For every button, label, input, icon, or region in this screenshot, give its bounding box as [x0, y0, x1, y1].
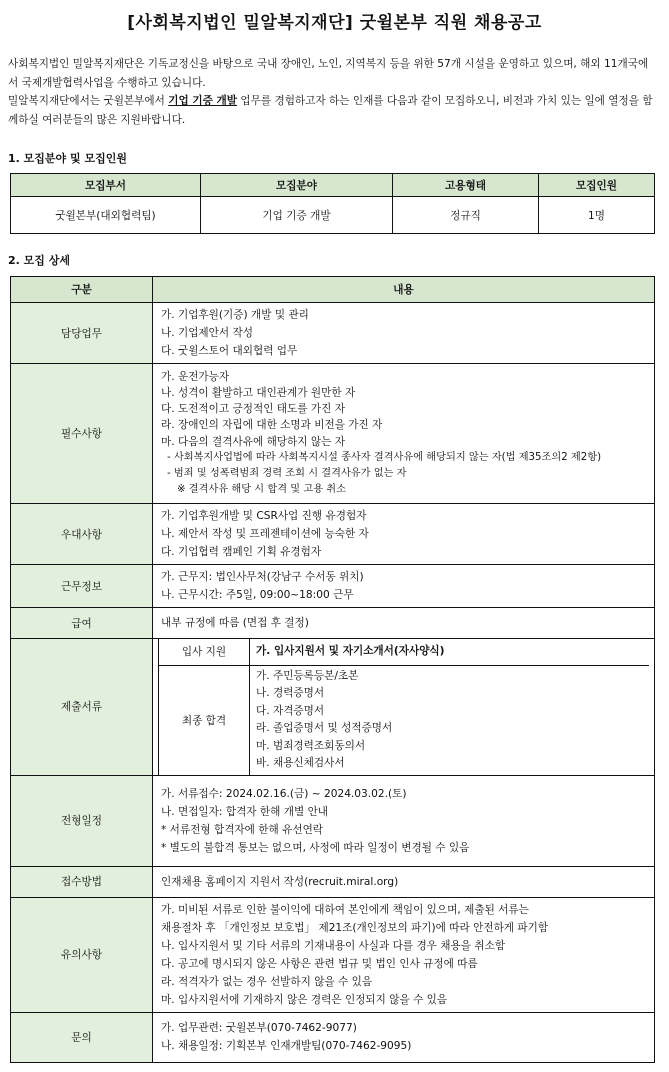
content-work-info: [153, 565, 655, 608]
list-item: 채용절차 후 「개인정보 보호법」 제21조(개인정보의 파기)에 따라 안전하게 파기함: [161, 921, 549, 934]
list-item: 나. 근무시간: 주5일, 09:00~18:00 근무: [161, 589, 354, 601]
list-item: 가. 기업후원(기증) 개발 및 관리: [161, 309, 309, 321]
row-duties: [11, 303, 655, 364]
content-method: 인재채용 홈페이지 지원서 작성(recruit.miral.org): [153, 866, 655, 897]
cell-department: 굿윌본부(대외협력팀): [11, 197, 201, 234]
summary-data-row: [11, 197, 655, 234]
label-work-info: 근무정보: [11, 565, 153, 608]
list-item: 다. 도전적이고 긍정적인 태도를 가진 자: [161, 403, 345, 416]
label-apply: 입사 지원: [159, 639, 250, 665]
section-2-title: 2. 모집 상세: [8, 254, 70, 267]
label-schedule: 전형일정: [11, 775, 153, 866]
row-salary: [11, 608, 655, 639]
section-1-title: 1. 모집분야 및 모집인원: [8, 152, 127, 165]
intro-text: [8, 55, 658, 129]
list-item: 가. 운전가능자: [161, 370, 230, 383]
documents-subtable: [158, 639, 649, 775]
list-item: 마. 입사지원서에 기재하지 않은 경력은 인정되지 않을 수 있음: [161, 993, 448, 1006]
list-item: 가. 주민등록등본/초본: [256, 669, 359, 682]
intro-paragraph-2: [8, 92, 658, 129]
summary-header-row: [11, 174, 655, 197]
intro-p2-before: 밀알복지재단에서는 굿윌본부에서: [8, 95, 169, 107]
sub-item: - 범죄 및 성폭력범죄 경력 조회 시 결격사유가 없는 자: [167, 467, 407, 479]
row-documents: [11, 639, 655, 776]
row-schedule: [11, 775, 655, 866]
row-contact: [11, 1012, 655, 1062]
documents-apply-row: [159, 639, 650, 665]
list-item: * 별도의 불합격 통보는 없으며, 사정에 따라 일정이 변경될 수 있음: [161, 841, 470, 854]
label-duties: 담당업무: [11, 303, 153, 364]
label-contact: 문의: [11, 1012, 153, 1062]
list-item: 바. 채용신체검사서: [256, 757, 345, 769]
recruitment-summary-table: [10, 173, 655, 234]
recruitment-detail-table: [10, 276, 655, 1063]
content-salary: 내부 규정에 따름 (면접 후 결정): [153, 608, 655, 639]
content-required: [153, 364, 655, 504]
row-work-info: [11, 565, 655, 608]
cell-field: 기업 기증 개발: [201, 197, 393, 234]
note-item: ※ 결격사유 해당 시 합격 및 고용 취소: [177, 484, 346, 496]
header-department: 모집부서: [11, 174, 201, 197]
intro-highlight: 기업 기증 개발: [168, 95, 238, 107]
list-item: 나. 성격이 활발하고 대인관계가 원만한 자: [161, 386, 356, 399]
list-item: 나. 채용일정: 기획본부 인재개발팀(070-7462-9095): [161, 1040, 412, 1052]
label-final: 최종 합격: [159, 665, 250, 775]
list-item: 나. 면접일자: 합격자 한해 개별 안내: [161, 805, 329, 818]
row-preferred: [11, 504, 655, 565]
content-duties: [153, 303, 655, 364]
list-item: 라. 적격자가 없는 경우 선발하지 않을 수 있음: [161, 975, 373, 988]
list-item: 다. 굿윌스토어 대외협력 업무: [161, 345, 298, 357]
row-notes: [11, 897, 655, 1012]
list-item: 가. 업무관련: 굿윌본부(070-7462-9077): [161, 1022, 357, 1034]
detail-header-row: [11, 277, 655, 303]
label-salary: 급여: [11, 608, 153, 639]
header-category: 구분: [11, 277, 153, 303]
content-schedule: [153, 775, 655, 866]
label-required: 필수사항: [11, 364, 153, 504]
list-item: 나. 입사지원서 및 기타 서류의 기재내용이 사실과 다를 경우 채용을 취소함: [161, 939, 506, 952]
content-preferred: [153, 504, 655, 565]
content-contact: [153, 1012, 655, 1062]
list-item: 마. 다음의 결격사유에 해당하지 않는 자: [161, 435, 345, 448]
content-final: [250, 665, 650, 775]
list-item: 다. 기업협력 캠페인 기획 유경험자: [161, 546, 322, 558]
cell-employment-type: 정규직: [393, 197, 539, 234]
list-item: 나. 기업제안서 작성: [161, 327, 253, 339]
page-title: [사회복지법인 밀알복지재단] 굿윌본부 직원 채용공고: [127, 13, 542, 33]
content-apply: 가. 입사지원서 및 자기소개서(자사양식): [250, 639, 650, 665]
label-notes: 유의사항: [11, 897, 153, 1012]
list-item: 가. 서류접수: 2024.02.16.(금) ~ 2024.03.02.(토): [161, 787, 407, 800]
header-field: 모집분야: [201, 174, 393, 197]
label-preferred: 우대사항: [11, 504, 153, 565]
content-documents: [153, 639, 655, 776]
list-item: 다. 자격증명서: [256, 704, 325, 717]
row-method: [11, 866, 655, 897]
list-item: 라. 졸업증명서 및 성적증명서: [256, 722, 393, 734]
list-item: 마. 범죄경력조회동의서: [256, 739, 366, 752]
list-item: 다. 공고에 명시되지 않은 사항은 관련 법규 및 법인 인사 규정에 따름: [161, 957, 478, 970]
intro-p2-after: 업무를 경험하고자 하는 인재를 다음과 같이 모집하오니, 비전과 가치 있는 일에 열정을 함께하실 여러분들의 많은 지원바랍니다.: [8, 95, 653, 126]
list-item: 가. 미비된 서류로 인한 불이익에 대하여 본인에게 책임이 있으며, 제출된 서류는: [161, 903, 529, 916]
header-content: 내용: [153, 277, 655, 303]
list-item: 나. 경력증명서: [256, 687, 325, 699]
label-documents: 제출서류: [11, 639, 153, 776]
header-headcount: 모집인원: [539, 174, 655, 197]
list-item: 가. 근무지: 법인사무처(강남구 수서동 위치): [161, 571, 364, 583]
label-method: 접수방법: [11, 866, 153, 897]
row-required: [11, 364, 655, 504]
header-employment-type: 고용형태: [393, 174, 539, 197]
sub-item: - 사회복지사업법에 따라 사회복지시설 종사자 결격사유에 해당되지 않는 자(법 제35조의2 제2항): [167, 451, 602, 463]
list-item: 가. 기업후원개발 및 CSR사업 진행 유경험자: [161, 510, 367, 522]
cell-headcount: 1명: [539, 197, 655, 234]
documents-final-row: [159, 665, 650, 775]
list-item: 라. 장애인의 자립에 대한 소명과 비전을 가진 자: [161, 419, 383, 432]
intro-paragraph-1: 사회복지법인 밀알복지재단은 기독교정신을 바탕으로 국내 장애인, 노인, 지역복지 등을 위한 57개 시설을 운영하고 있으며, 해외 11개국에서 국제개발협력사업을 수행하고 있습니다.: [8, 58, 649, 89]
content-notes: [153, 897, 655, 1012]
list-item: 나. 제안서 작성 및 프레젠테이션에 능숙한 자: [161, 528, 369, 540]
list-item: * 서류전형 합격자에 한해 유선연락: [161, 823, 324, 836]
